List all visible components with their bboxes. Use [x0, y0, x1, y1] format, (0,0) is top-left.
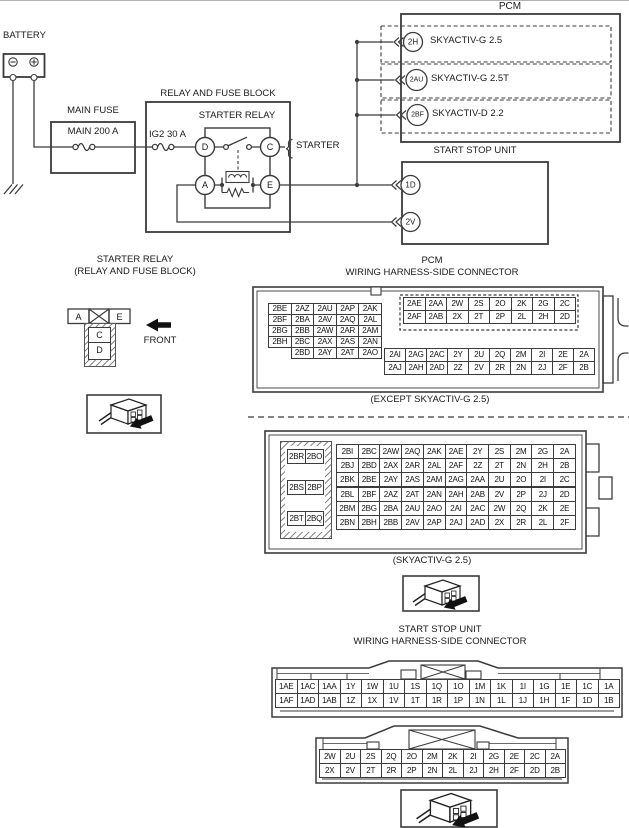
pin-cell: 2AA: [467, 473, 489, 488]
relay-pin-a: A: [75, 311, 82, 322]
pin-cell: 2C: [554, 298, 576, 311]
pin-cell: 2AZ: [380, 487, 402, 502]
pin-cell: 1F: [555, 694, 577, 708]
pin-cell: 2J: [532, 362, 553, 375]
pin-cell: 2BA: [291, 315, 314, 326]
pin-cell: 2AP: [423, 516, 445, 530]
terminal-a: A: [201, 180, 209, 190]
x-box-icon: [89, 309, 109, 324]
front-arrow-icon: [146, 319, 171, 332]
pin-cell: 2AB: [425, 311, 447, 324]
pin-cell: 2E: [554, 502, 576, 516]
pin-cell: 2AT: [402, 487, 424, 502]
pin-cell: 1AE: [276, 680, 298, 694]
pin-cell: 1X: [362, 694, 384, 708]
pin-cell: 2T: [361, 764, 382, 778]
pin-cell: 1AA: [319, 680, 341, 694]
pin-cell: 2AI: [445, 502, 467, 516]
pin-cell: 2AY: [314, 348, 337, 359]
pin-cell: 2E: [553, 349, 574, 362]
pin-cell: 1Y: [340, 680, 362, 694]
pin-cell: 1W: [362, 680, 384, 694]
pin-cell: 2AS: [402, 473, 424, 488]
pin-cell: 2BO: [306, 450, 324, 464]
pin-cell: 2Q: [490, 349, 511, 362]
pin-cell: 2M: [510, 445, 532, 459]
pin-cell: 2I: [532, 473, 554, 488]
pin-cell: 2Y: [448, 349, 469, 362]
pin-cell: 2AO: [423, 502, 445, 516]
pin-cell: 1AF: [276, 694, 298, 708]
pin-cell: 1N: [469, 694, 491, 708]
pin-cell: 2BM: [337, 502, 359, 516]
pin-cell: 2F: [553, 362, 574, 375]
pin-cell: 2AW: [314, 326, 337, 337]
pin-cell: 2G: [533, 298, 555, 311]
ssu-connector-title1: START STOP UNIT: [398, 624, 482, 635]
pin-cell: 2F: [554, 516, 576, 530]
pin-cell: 2A: [554, 445, 576, 459]
pin-cell-empty: [288, 495, 306, 512]
pin-cell: 2AU: [402, 502, 424, 516]
relay-pinout-title2: (RELAY AND FUSE BLOCK): [74, 266, 196, 277]
pin-cell: 2BT: [288, 512, 306, 526]
pcm-pin-2h: 2H: [407, 37, 419, 47]
pin-cell: 2BL: [337, 487, 359, 502]
terminal-e: E: [266, 180, 274, 190]
pin-cell: 2N: [511, 362, 532, 375]
pcm-connector-title1: PCM: [421, 255, 443, 266]
pin-cell: 2AK: [359, 304, 382, 315]
pin-cell: 2J: [532, 487, 554, 502]
pin-cell: 2K: [511, 298, 533, 311]
pin-cell: 2W: [489, 502, 511, 516]
pin-cell: 2V: [469, 362, 490, 375]
pin-cell: 2R: [490, 362, 511, 375]
pin-cell: 2E: [504, 750, 525, 764]
pcm-connector1-left-grid: [268, 303, 382, 359]
relay-switch-icon: [224, 137, 252, 170]
relay-socket-cd: [88, 327, 111, 360]
pin-cell: 2B: [574, 362, 595, 375]
terminal-c: C: [266, 142, 274, 152]
pin-cell: 1V: [383, 694, 405, 708]
engine-label-g25: SKYACTIV-G 2.5: [430, 35, 503, 46]
ssu-connector-title2: WIRING HARNESS-SIDE CONNECTOR: [353, 636, 527, 647]
pin-cell: 2BB: [380, 516, 402, 530]
pin-cell: 2B: [545, 764, 566, 778]
pin-cell: 1I: [512, 680, 534, 694]
pin-cell: 2S: [361, 750, 382, 764]
battery-label: BATTERY: [3, 30, 46, 41]
pin-cell-empty: [269, 348, 292, 359]
pin-cell: 2AU: [314, 304, 337, 315]
pin-cell: 2BF: [358, 487, 380, 502]
pin-cell: 2AR: [336, 326, 359, 337]
pin-cell: 2X: [447, 311, 469, 324]
pin-cell: 2P: [510, 487, 532, 502]
pcm-connector2-main-grid: [336, 444, 576, 530]
pin-cell: 2A: [574, 349, 595, 362]
pin-cell: 2M: [422, 750, 443, 764]
pin-cell: 2AP: [336, 304, 359, 315]
pin-cell: 2R: [510, 516, 532, 530]
pin-cell: 2K: [532, 502, 554, 516]
pin-cell: 2AN: [423, 487, 445, 502]
pin-cell: 2BN: [337, 516, 359, 530]
pin-cell: 1G: [534, 680, 556, 694]
pin-cell: 2BR: [288, 450, 306, 464]
pin-cell: 2AL: [359, 315, 382, 326]
pin-cell: 2U: [469, 349, 490, 362]
pin-cell: 1K: [491, 680, 513, 694]
pin-cell: 2AX: [314, 337, 337, 348]
pin-cell: 2AG: [445, 473, 467, 488]
connector-photo-icon: [413, 580, 469, 614]
pcm-connector1-right-bottom-grid: [384, 348, 595, 375]
pin-cell: 2BA: [380, 502, 402, 516]
relay-pin-c: C: [89, 328, 110, 343]
pin-cell-empty: [306, 464, 324, 481]
pin-cell: 2AM: [359, 326, 382, 337]
relay-fuse-block-box: [146, 102, 290, 232]
relay-pin-e: E: [116, 311, 123, 322]
ground-icon: [4, 185, 23, 195]
pin-cell: 1H: [534, 694, 556, 708]
pin-cell: 2AX: [380, 459, 402, 473]
pin-cell: 2AC: [467, 502, 489, 516]
pin-cell: 2BE: [358, 473, 380, 488]
pin-cell: 2W: [447, 298, 469, 311]
pin-cell: 2AJ: [385, 362, 406, 375]
pin-cell: 2AQ: [336, 315, 359, 326]
pin-cell: 2O: [490, 298, 512, 311]
pin-cell: 2AT: [336, 348, 359, 359]
ssu-pin-1d: 1D: [405, 180, 416, 190]
pin-cell: 2BC: [358, 445, 380, 459]
pin-cell: 1P: [448, 694, 470, 708]
pin-cell: 2N: [510, 459, 532, 473]
ig2-fuse-icon: [152, 144, 174, 151]
pin-cell: 2AD: [427, 362, 448, 375]
pin-cell: 1E: [555, 680, 577, 694]
pin-cell: 2BD: [358, 459, 380, 473]
pin-cell: 2S: [468, 298, 490, 311]
pin-cell: 2T: [489, 459, 511, 473]
main-fuse-title: MAIN FUSE: [67, 105, 119, 116]
pin-cell: 2A: [545, 750, 566, 764]
pin-cell: 2BG: [269, 326, 292, 337]
pin-cell: 2N: [422, 764, 443, 778]
pin-cell: 2X: [320, 764, 341, 778]
connector-photo-icon: [417, 793, 481, 828]
pin-cell: 2AM: [423, 473, 445, 488]
pin-cell: 1O: [448, 680, 470, 694]
pin-cell: 2Z: [448, 362, 469, 375]
pin-cell: 2W: [320, 750, 341, 764]
pin-cell: 2AC: [427, 349, 448, 362]
battery-plus-icon: [31, 59, 36, 64]
pcm-connector-title2: WIRING HARNESS-SIDE CONNECTOR: [345, 267, 519, 278]
start-stop-unit-title: START STOP UNIT: [433, 145, 517, 156]
pin-cell: 2Z: [467, 459, 489, 473]
starter-relay-title: STARTER RELAY: [198, 110, 276, 121]
pin-cell: 2BB: [291, 326, 314, 337]
pcm-pin-2au: 2AU: [409, 76, 424, 84]
pcm-title: PCM: [498, 1, 522, 12]
pin-cell: 1R: [426, 694, 448, 708]
pin-cell: 2AV: [402, 516, 424, 530]
pin-cell: 2L: [511, 311, 533, 324]
relay-block-title: RELAY AND FUSE BLOCK: [160, 88, 276, 99]
pin-cell: 2D: [554, 487, 576, 502]
pin-cell: 2V: [489, 487, 511, 502]
pin-cell: 2U: [340, 750, 361, 764]
ssu-connector1-grid: [275, 679, 620, 708]
pin-cell: 2BF: [269, 315, 292, 326]
pin-cell: 2AL: [423, 459, 445, 473]
pin-cell: 1A: [598, 680, 620, 694]
pin-cell: 2BI: [337, 445, 359, 459]
pin-cell: 2G: [532, 445, 554, 459]
start-stop-unit-box: [402, 162, 548, 244]
pin-cell: 2H: [533, 311, 555, 324]
pin-cell: 2BH: [269, 337, 292, 348]
relay-coil-icon: [220, 172, 255, 197]
pin-cell: 2BK: [337, 473, 359, 488]
pin-cell: 1J: [512, 694, 534, 708]
pin-cell: 2D: [525, 764, 546, 778]
pin-cell: 2S: [489, 445, 511, 459]
pin-cell: 2AO: [359, 348, 382, 359]
pin-cell: 2BE: [269, 304, 292, 315]
pin-cell: 2AH: [406, 362, 427, 375]
terminal-d: D: [201, 142, 209, 152]
pin-cell: 2Y: [467, 445, 489, 459]
pin-cell: 2AR: [402, 459, 424, 473]
pin-cell: 2I: [532, 349, 553, 362]
pin-cell: 2O: [402, 750, 423, 764]
pin-cell: 2R: [381, 764, 402, 778]
battery-icon: [4, 54, 45, 81]
pin-cell: 2BG: [358, 502, 380, 516]
pin-cell: 2H: [484, 764, 505, 778]
pin-cell: 2V: [340, 764, 361, 778]
pin-cell: 2C: [554, 473, 576, 488]
pcm-connector2-side-grid: [287, 449, 324, 526]
pin-cell: 2AE: [404, 298, 426, 311]
pin-cell: 2P: [490, 311, 512, 324]
pin-cell: 2AA: [425, 298, 447, 311]
pin-cell: 2X: [489, 516, 511, 530]
pin-cell: 2AS: [336, 337, 359, 348]
pin-cell: 2F: [504, 764, 525, 778]
pin-cell: 2AI: [385, 349, 406, 362]
pin-cell: 1T: [405, 694, 427, 708]
pin-cell: 1B: [598, 694, 620, 708]
ssu-pin-2v: 2V: [405, 217, 416, 227]
pin-cell: 1AD: [297, 694, 319, 708]
main-fuse-value: MAIN 200 A: [67, 126, 119, 137]
connector-photo-icon: [99, 399, 155, 433]
pin-cell: 2AD: [467, 516, 489, 530]
pin-cell: 2L: [532, 516, 554, 530]
pin-cell: 2I: [463, 750, 484, 764]
pin-cell: 2AQ: [402, 445, 424, 459]
pin-cell: 1L: [491, 694, 513, 708]
pin-cell: 1M: [469, 680, 491, 694]
front-label: FRONT: [143, 335, 177, 346]
pin-cell: 2AW: [380, 445, 402, 459]
relay-pinout-title1: STARTER RELAY: [96, 254, 174, 265]
engine-label-g25t: SKYACTIV-G 2.5T: [431, 73, 509, 84]
relay-pin-d: D: [96, 345, 103, 356]
pin-cell: 2P: [402, 764, 423, 778]
pin-cell: 2T: [468, 311, 490, 324]
engine-label-d22: SKYACTIV-D 2.2: [432, 108, 504, 119]
pin-cell: 2AF: [404, 311, 426, 324]
pin-cell: 2Q: [510, 502, 532, 516]
pin-cell: 1AC: [297, 680, 319, 694]
ig2-fuse-label: IG2 30 A: [149, 129, 186, 140]
pin-cell: 2AB: [467, 487, 489, 502]
pin-cell: 2AE: [445, 445, 467, 459]
pin-cell: 2M: [511, 349, 532, 362]
pin-cell: 2BD: [291, 348, 314, 359]
pin-cell: 2O: [510, 473, 532, 488]
pin-cell: 2U: [489, 473, 511, 488]
caption-skyactiv: (SKYACTIV-G 2.5): [392, 555, 472, 566]
pin-cell: 2AF: [445, 459, 467, 473]
pin-cell: 2G: [484, 750, 505, 764]
pin-cell: 1S: [405, 680, 427, 694]
pcm-connector1-right-top-grid: [403, 297, 576, 324]
pin-cell: 2J: [463, 764, 484, 778]
pin-cell: 2H: [532, 459, 554, 473]
starter-label: STARTER: [296, 140, 340, 151]
fuse-icon: [73, 144, 95, 151]
pin-cell: 1AB: [319, 694, 341, 708]
pin-cell: 2Q: [381, 750, 402, 764]
pin-cell: 2BS: [288, 481, 306, 495]
pin-cell: 2B: [554, 459, 576, 473]
pin-cell: 2K: [443, 750, 464, 764]
pin-cell: 2C: [525, 750, 546, 764]
pin-cell: 2BQ: [306, 512, 324, 526]
ssu-connector2-grid: [319, 749, 566, 778]
pin-cell: 2BJ: [337, 459, 359, 473]
pin-cell: 2AJ: [445, 516, 467, 530]
pin-cell: 2D: [554, 311, 576, 324]
pin-cell: 1U: [383, 680, 405, 694]
pin-cell: 2BC: [291, 337, 314, 348]
pin-cell: 2L: [443, 764, 464, 778]
pin-cell: 2AV: [314, 315, 337, 326]
pin-cell: 1C: [577, 680, 599, 694]
pin-cell: 2AH: [445, 487, 467, 502]
pin-cell: 2BH: [358, 516, 380, 530]
pin-cell: 1Q: [426, 680, 448, 694]
pin-cell: 2AY: [380, 473, 402, 488]
pin-cell: 2AZ: [291, 304, 314, 315]
pcm-pin-2bf: 2BF: [411, 111, 424, 119]
connector-chevron-icons: [392, 38, 407, 227]
pin-cell: 2AG: [406, 349, 427, 362]
pin-cell: 2BP: [306, 481, 324, 495]
pin-cell-empty: [306, 495, 324, 512]
caption-except-skyactiv: (EXCEPT SKYACTIV-G 2.5): [370, 394, 490, 405]
pin-cell: 1Z: [340, 694, 362, 708]
pin-cell: 2AK: [423, 445, 445, 459]
pin-cell: 2AN: [359, 337, 382, 348]
pin-cell: 1D: [577, 694, 599, 708]
pin-cell-empty: [288, 464, 306, 481]
